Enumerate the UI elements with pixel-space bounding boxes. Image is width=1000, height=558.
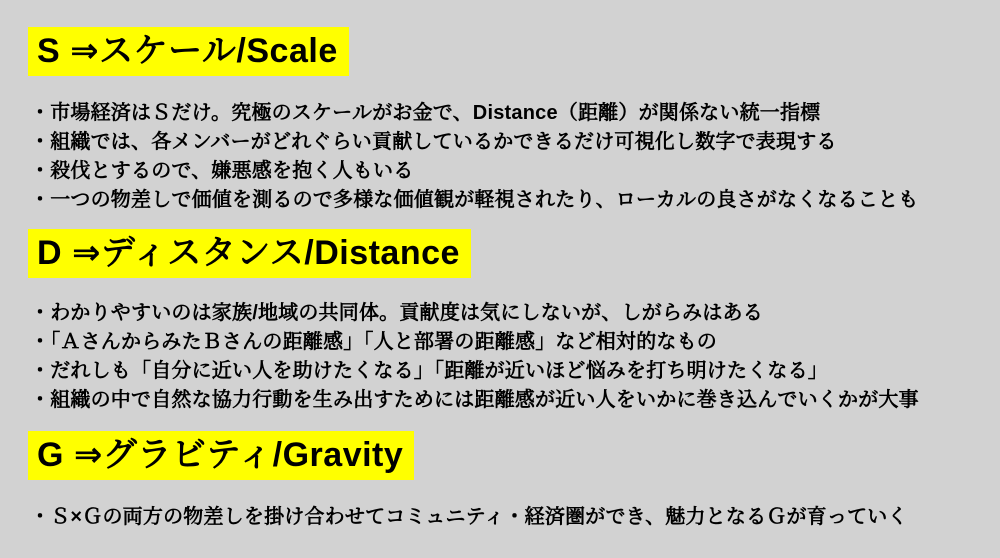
heading-scale: S ⇒スケール/Scale [28, 27, 349, 76]
bullet-list-gravity [28, 503, 972, 532]
bullet-item: ・市場経済はＳだけ。究極のスケールがお金で、Distance（距離）が関係ない統一指標 [30, 102, 821, 125]
bullet-item: ・組織の中で自然な協力行動を生み出すためには距離感が近い人をいかに巻き込んでいくかが大事 [30, 389, 919, 412]
section-distance [28, 229, 972, 415]
bullet-item: ・わかりやすいのは家族/地域の共同体。貢献度は気にしないが、しがらみはある [30, 302, 763, 325]
bullet-list-scale [28, 99, 972, 215]
bullet-item: ・だれしも「自分に近い人を助けたくなる」「距離が近いほど悩みを打ち明けたくなる」 [30, 360, 828, 383]
heading-gravity: G ⇒グラビティ/Gravity [28, 431, 414, 480]
bullet-item: ・Ｓ×Ｇの両方の物差しを掛け合わせてコミュニティ・経済圏ができ、魅力となるＧが育っていく [30, 506, 908, 529]
section-gravity [28, 431, 972, 532]
heading-distance: D ⇒ディスタンス/Distance [28, 229, 471, 278]
bullet-item: ・一つの物差しで価値を測るので多様な価値観が軽視されたり、ローカルの良さがなくなることも [30, 189, 919, 212]
section-scale [28, 27, 972, 215]
bullet-list-distance [28, 299, 972, 415]
bullet-item: ・「ＡさんからみたＢさんの距離感」「人と部署の距離感」など相対的なもの [30, 331, 717, 354]
bullet-item: ・組織では、各メンバーがどれぐらい貢献しているかできるだけ可視化し数字で表現する [30, 131, 837, 154]
bullet-item: ・殺伐とするので、嫌悪感を抱く人もいる [30, 160, 414, 183]
